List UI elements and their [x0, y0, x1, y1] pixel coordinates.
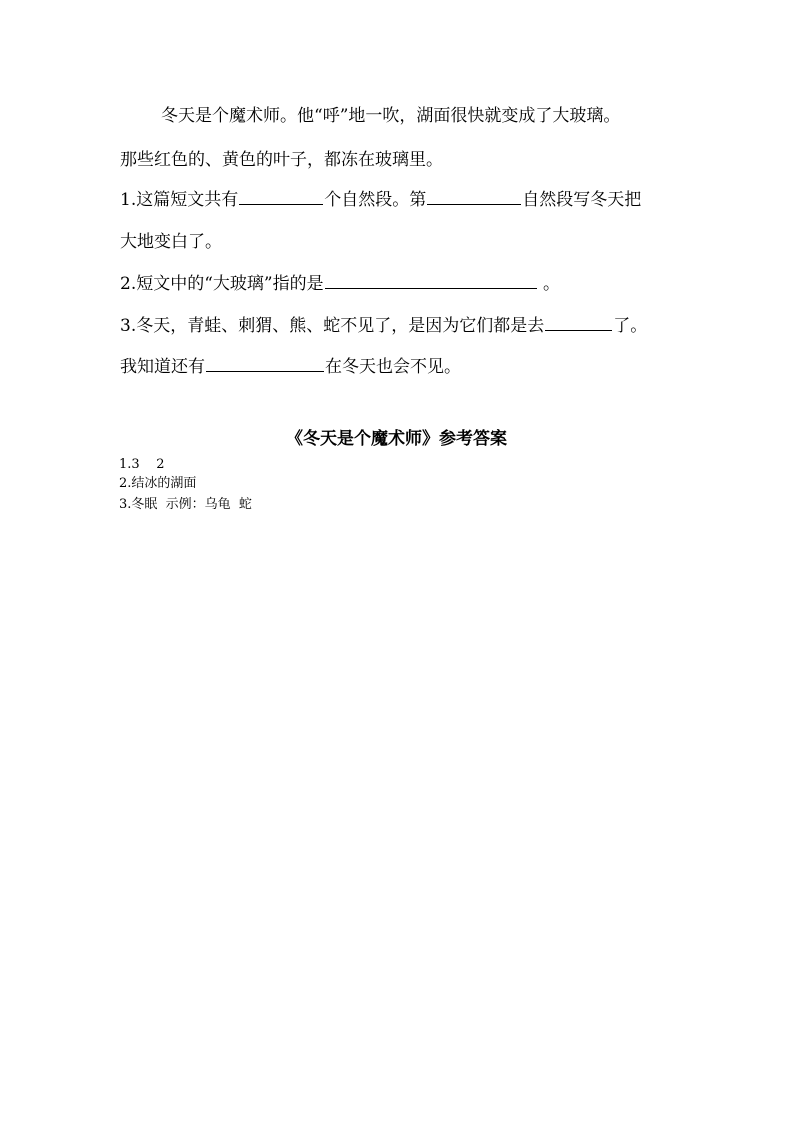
answer-blank — [325, 287, 537, 289]
answer-blank — [427, 203, 521, 205]
answer-blank — [545, 329, 612, 331]
answer-2: 2.结冰的湖面 — [119, 476, 197, 491]
question-3-continued — [120, 359, 461, 376]
question-3 — [120, 318, 647, 335]
passage-line-2: 那些红色的、黄色的叶子，都冻在玻璃里。 — [120, 150, 443, 170]
question-3-text-a: 3.冬天，青蛙、刺猬、熊、蛇不见了，是因为它们都是去 — [120, 316, 545, 336]
answer-1: 1.3 2 — [119, 457, 165, 472]
passage-line-1: 冬天是个魔术师。他“呼”地一吹，湖面很快就变成了大玻璃。 — [161, 106, 621, 126]
answer-blank — [239, 203, 323, 205]
question-1-text-c: 自然段写冬天把 — [522, 190, 642, 210]
question-1-text-b: 个自然段。第 — [324, 190, 427, 210]
question-2-text-a: 2.短文中的“大玻璃”指的是 — [120, 274, 324, 294]
question-2-text-b: 。 — [537, 274, 561, 294]
question-3-text-b: 了。 — [613, 316, 648, 336]
question-1 — [120, 192, 641, 209]
answers-title: 《冬天是个魔术师》参考答案 — [286, 429, 507, 449]
question-1-continued: 大地变白了。 — [120, 232, 222, 252]
question-3-text-c: 我知道还有 — [120, 357, 205, 377]
question-1-text-a: 1.这篇短文共有 — [120, 190, 239, 210]
answer-3: 3.冬眠 示例：乌龟 蛇 — [119, 497, 252, 512]
question-2 — [120, 276, 560, 293]
question-3-text-d: 在冬天也会不见。 — [325, 357, 461, 377]
answer-blank — [206, 370, 324, 372]
